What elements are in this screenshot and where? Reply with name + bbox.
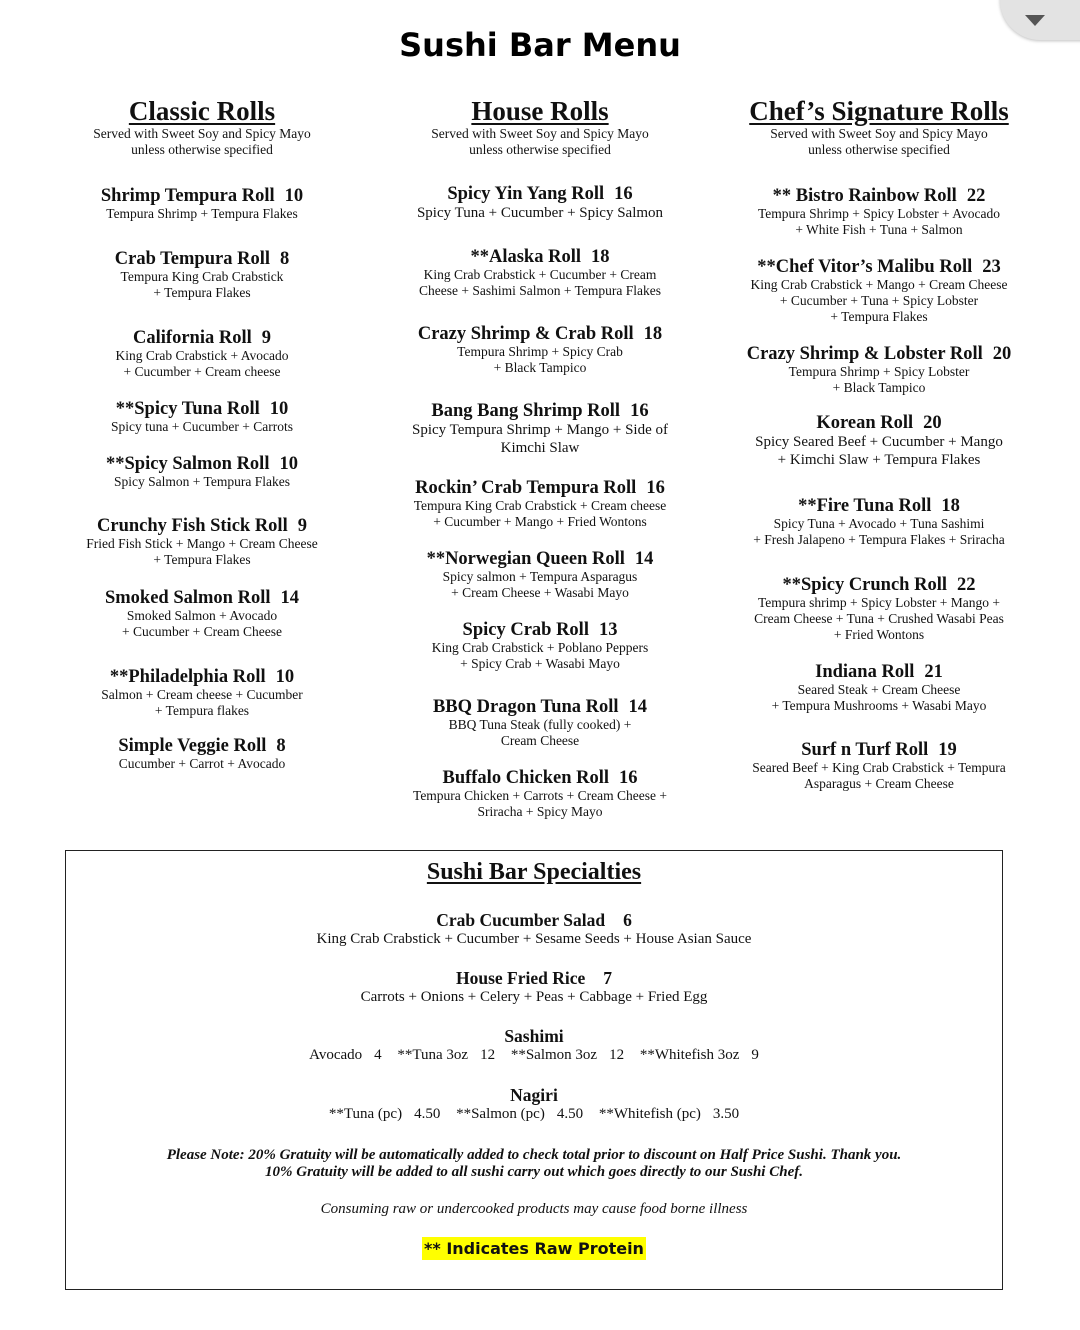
item-name: Surf n Turf Roll <box>801 740 929 760</box>
item-price: 20 <box>923 413 942 433</box>
item-description: Spicy salmon + Tempura Asparagus <box>442 569 638 584</box>
item-price: 8 <box>276 736 286 756</box>
item-description: Spicy Tuna + Cucumber + Spicy Salmon <box>416 205 664 221</box>
item-name: Crab Tempura Roll <box>114 249 270 269</box>
menu-item <box>72 328 332 380</box>
column-subtitle: Served with Sweet Soy and Spicy Mayo <box>770 126 988 141</box>
item-description: + White Fish + Tuna + Salmon <box>795 222 963 237</box>
item-description: Smoked Salmon + Avocado <box>126 608 278 623</box>
menu-item <box>72 249 332 301</box>
item-description: Cream Cheese + Tuna + Crushed Wasabi Peas <box>754 611 1004 626</box>
column-subtitle: Served with Sweet Soy and Spicy Mayo <box>93 126 311 141</box>
item-price: 23 <box>982 257 1001 277</box>
item-name: **Chef Vitor’s Malibu Roll <box>757 257 973 277</box>
item-description: Tempura King Crab Crabstick <box>120 269 284 284</box>
item-name: Crazy Shrimp & Lobster Roll <box>746 344 983 364</box>
item-price: 19 <box>938 740 957 760</box>
item-description: King Crab Crabstick + Cucumber + Sesame Seeds + House Asian Sauce <box>316 931 752 947</box>
specialty-item <box>66 911 1002 948</box>
option-price: 3.50 <box>712 1106 740 1122</box>
menu-item <box>72 399 332 435</box>
item-name: Simple Veggie Roll <box>118 736 267 756</box>
item-name: Spicy Yin Yang Roll <box>447 184 605 204</box>
option-label: Avocado <box>309 1047 363 1063</box>
item-name: **Spicy Salmon Roll <box>106 454 270 474</box>
item-price: 21 <box>924 662 943 682</box>
specialty-item <box>66 969 1002 1006</box>
item-name: Smoked Salmon Roll <box>104 588 271 608</box>
item-description: + Tempura Flakes <box>153 285 251 300</box>
item-name: Crunchy Fish Stick Roll <box>97 516 288 536</box>
item-price: 16 <box>614 184 633 204</box>
menu-item <box>398 478 682 530</box>
item-name: Sashimi <box>504 1026 564 1046</box>
item-description: + Cucumber + Tuna + Spicy Lobster <box>779 293 979 308</box>
item-price: 14 <box>628 697 648 717</box>
item-name: **Spicy Tuna Roll <box>115 399 260 419</box>
column-subtitle: unless otherwise specified <box>469 142 611 157</box>
item-price: 18 <box>643 324 663 344</box>
item-description: Carrots + Onions + Celery + Peas + Cabbage + Fried Egg <box>360 989 708 1005</box>
menu-item <box>738 496 1020 548</box>
menu-item <box>398 324 682 376</box>
item-description: + Kimchi Slaw + Tempura Flakes <box>777 452 981 468</box>
item-price: 20 <box>992 344 1012 364</box>
item-price: 10 <box>269 399 289 419</box>
item-description: Tempura Shrimp + Tempura Flakes <box>106 206 298 221</box>
item-description: King Crab Crabstick + Cucumber + Cream <box>423 267 657 282</box>
item-price: 13 <box>598 620 618 640</box>
option-price: 4.50 <box>414 1106 441 1122</box>
column-subtitle: unless otherwise specified <box>131 142 273 157</box>
item-name: Spicy Crab Roll <box>462 620 589 640</box>
specialties-heading: Sushi Bar Specialties <box>426 859 642 885</box>
item-description: Kimchi Slaw <box>500 440 580 456</box>
option-price: 4 <box>374 1047 382 1063</box>
item-name: **Alaska Roll <box>470 247 581 267</box>
column-heading: Chef’s Signature Rolls <box>749 96 1009 126</box>
item-description: Asparagus + Cream Cheese <box>804 776 954 791</box>
item-name: Nagiri <box>510 1085 558 1105</box>
option-label: **Tuna 3oz <box>397 1047 469 1063</box>
item-description: + Cucumber + Cream Cheese <box>122 624 282 639</box>
item-name: Indiana Roll <box>815 662 915 682</box>
item-description: Salmon + Cream cheese + Cucumber <box>101 687 303 702</box>
item-description: Tempura King Crab Crabstick + Cream cheese <box>413 498 667 513</box>
nagiri-options <box>66 1105 1002 1123</box>
item-price: 9 <box>297 516 307 536</box>
item-price: 16 <box>630 401 649 421</box>
page-title: Sushi Bar Menu <box>399 26 681 64</box>
item-description: + Black Tampico <box>493 360 587 375</box>
menu-item <box>72 667 332 719</box>
gratuity-note <box>66 1147 1002 1181</box>
item-description: + Cucumber + Mango + Fried Wontons <box>433 514 647 529</box>
item-description: + Tempura flakes <box>154 703 250 718</box>
item-price: 6 <box>623 910 632 930</box>
item-name: ** Bistro Rainbow Roll <box>772 186 957 206</box>
menu-item <box>72 454 332 490</box>
item-price: 16 <box>619 768 638 788</box>
item-price: 22 <box>956 575 976 595</box>
raw-protein-legend <box>66 1239 1002 1258</box>
item-description: + Fried Wontons <box>833 627 925 642</box>
item-price: 8 <box>279 249 290 269</box>
column-heading: House Rolls <box>471 96 609 126</box>
option-price: 12 <box>480 1047 496 1063</box>
menu-item <box>738 257 1020 325</box>
item-description: + Tempura Mushrooms + Wasabi Mayo <box>771 698 987 713</box>
menu-item <box>398 247 682 299</box>
option-price: 12 <box>609 1047 625 1063</box>
column-heading: Classic Rolls <box>128 96 276 126</box>
item-price: 10 <box>284 186 304 206</box>
item-name: California Roll <box>133 328 252 348</box>
item-description: + Cucumber + Cream cheese <box>123 364 281 379</box>
item-description: Seared Steak + Cream Cheese <box>797 682 961 697</box>
item-description: Tempura Shrimp + Spicy Lobster + Avocado <box>758 206 1000 221</box>
item-name: Korean Roll <box>816 413 914 433</box>
item-price: 22 <box>966 186 986 206</box>
item-price: 14 <box>280 588 299 608</box>
item-description: Tempura Chicken + Carrots + Cream Cheese + <box>413 788 667 803</box>
menu-item <box>738 344 1020 396</box>
item-description: King Crab Crabstick + Poblano Peppers <box>431 640 649 655</box>
raw-protein-label: ** Indicates Raw Protein <box>424 1239 644 1258</box>
menu-item <box>738 186 1020 238</box>
item-description: + Tempura Flakes <box>830 309 928 324</box>
menu-item <box>738 662 1020 714</box>
item-price: 9 <box>261 328 271 348</box>
option-label: **Tuna (pc) <box>328 1106 403 1122</box>
item-name: Crab Cucumber Salad <box>436 910 606 930</box>
item-description: + Fresh Jalapeno + Tempura Flakes + Sriracha <box>753 532 1005 547</box>
item-name: Shrimp Tempura Roll <box>100 186 275 206</box>
menu-item <box>72 736 332 772</box>
option-label: **Salmon (pc) <box>456 1106 545 1122</box>
menu-item <box>398 184 682 222</box>
menu-item <box>738 575 1020 643</box>
menu-item <box>398 401 682 457</box>
item-description: Fried Fish Stick + Mango + Cream Cheese <box>86 536 318 551</box>
item-description: Tempura shrimp + Spicy Lobster + Mango + <box>758 595 1000 610</box>
house-rolls-column <box>398 96 682 819</box>
item-name: **Fire Tuna Roll <box>798 496 932 516</box>
item-description: Spicy Tuna + Avocado + Tuna Sashimi <box>773 516 985 531</box>
menu-item <box>72 516 332 568</box>
item-name: **Spicy Crunch Roll <box>782 575 947 595</box>
item-description: Spicy tuna + Cucumber + Carrots <box>110 419 294 434</box>
item-name: Bang Bang Shrimp Roll <box>431 401 621 421</box>
item-description: + Tempura Flakes <box>153 552 251 567</box>
menu-item <box>738 413 1020 469</box>
item-description: Tempura Shrimp + Spicy Crab <box>457 344 623 359</box>
menu-item <box>398 549 682 601</box>
option-price: 9 <box>751 1047 759 1063</box>
option-label: **Salmon 3oz <box>510 1047 598 1063</box>
column-subtitle: unless otherwise specified <box>808 142 950 157</box>
menu-item <box>398 768 682 820</box>
item-price: 7 <box>603 968 613 988</box>
sashimi-options <box>66 1046 1002 1064</box>
menu-item <box>738 740 1020 792</box>
item-price: 14 <box>634 549 654 569</box>
item-description: + Cream Cheese + Wasabi Mayo <box>451 585 629 600</box>
note-line: 10% Gratuity will be added to all sushi carry out which goes directly to our Sushi Chef. <box>265 1164 803 1180</box>
raw-food-warning: Consuming raw or undercooked products may cause food borne illness <box>320 1201 748 1217</box>
menu-item <box>398 697 682 749</box>
item-description: Seared Beef + King Crab Crabstick + Tempura <box>752 760 1006 775</box>
item-name: **Norwegian Queen Roll <box>426 549 625 569</box>
item-price: 16 <box>646 478 665 498</box>
item-name: Crazy Shrimp & Crab Roll <box>417 324 634 344</box>
item-description: + Spicy Crab + Wasabi Mayo <box>460 656 620 671</box>
option-label: **Whitefish 3oz <box>639 1047 740 1063</box>
item-name: BBQ Dragon Tuna Roll <box>432 697 619 717</box>
item-description: Cucumber + Carrot + Avocado <box>118 756 286 771</box>
menu-item <box>72 588 332 640</box>
item-description: King Crab Crabstick + Avocado <box>115 348 289 363</box>
item-price: 10 <box>275 667 295 687</box>
classic-rolls-column <box>72 96 332 771</box>
item-description: + Black Tampico <box>832 380 926 395</box>
item-name: House Fried Rice <box>455 968 586 988</box>
item-description: Cheese + Sashimi Salmon + Tempura Flakes <box>418 283 661 298</box>
chevron-down-icon <box>1025 15 1045 26</box>
item-price: 18 <box>941 496 960 516</box>
menu-item <box>72 186 332 222</box>
item-price: 10 <box>279 454 298 474</box>
item-name: Buffalo Chicken Roll <box>442 768 610 788</box>
nagiri-section <box>66 1086 1002 1123</box>
chefs-signature-rolls-column <box>738 96 1020 791</box>
item-description: King Crab Crabstick + Mango + Cream Cheese <box>750 277 1008 292</box>
item-description: Spicy Tempura Shrimp + Mango + Side of <box>412 422 668 438</box>
item-description: Spicy Salmon + Tempura Flakes <box>114 474 290 489</box>
item-description: Tempura Shrimp + Spicy Lobster <box>788 364 970 379</box>
item-name: Rockin’ Crab Tempura Roll <box>415 478 637 498</box>
item-description: Spicy Seared Beef + Cucumber + Mango <box>755 434 1003 450</box>
column-subtitle: Served with Sweet Soy and Spicy Mayo <box>431 126 649 141</box>
item-name: **Philadelphia Roll <box>109 667 266 687</box>
item-description: BBQ Tuna Steak (fully cooked) + <box>448 717 632 732</box>
option-label: **Whitefish (pc) <box>598 1106 701 1122</box>
sashimi-section <box>66 1027 1002 1064</box>
option-price: 4.50 <box>556 1106 584 1122</box>
item-price: 18 <box>591 247 610 267</box>
item-description: Sriracha + Spicy Mayo <box>477 804 603 819</box>
note-line: Please Note: 20% Gratuity will be automatically added to check total prior to discount on Half Price Sushi. Thank you. <box>166 1147 902 1163</box>
menu-item <box>398 620 682 672</box>
item-description: Cream Cheese <box>500 733 580 748</box>
specialties-box <box>65 850 1003 1290</box>
